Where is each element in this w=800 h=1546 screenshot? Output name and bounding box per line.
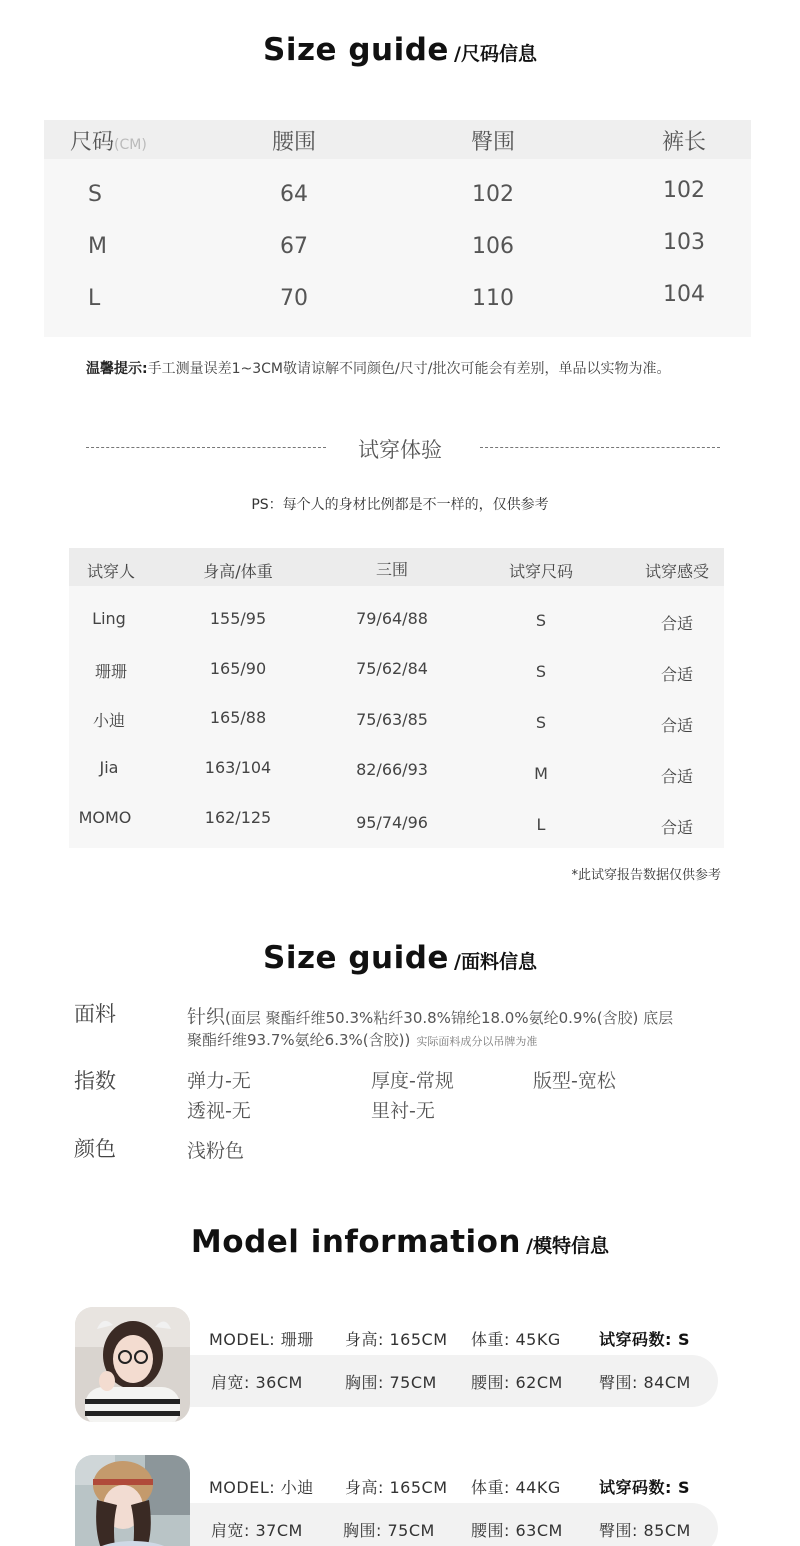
size-label: M: [88, 234, 107, 259]
tester-name: 珊珊: [94, 662, 127, 681]
measurements: 75/63/85: [356, 710, 428, 729]
lining-value: 里衬-无: [371, 1100, 435, 1122]
tester-name: Jia: [99, 758, 119, 777]
trial-size: S: [535, 713, 547, 732]
fabric-label: 面料: [74, 1002, 116, 1026]
fabric-value-line2: 聚酯纤维93.7%氨纶6.3%(含胶)) 实际面料成分以吊牌为准: [187, 1031, 538, 1049]
model-chest: 胸围: 75CM: [345, 1373, 437, 1392]
model-weight: 体重: 44KG: [471, 1478, 561, 1497]
hip-value: 106: [472, 234, 514, 259]
model-hip: 臀围: 84CM: [599, 1373, 691, 1392]
size-label: L: [88, 286, 101, 311]
see-through-value: 透视-无: [187, 1100, 251, 1122]
hip-value: 102: [472, 182, 514, 207]
model-trial-size: 试穿码数: S: [599, 1330, 690, 1349]
elastic-value: 弹力-无: [187, 1070, 251, 1092]
model-hip: 臀围: 85CM: [599, 1521, 691, 1540]
tester-name: MOMO: [78, 808, 132, 827]
color-value: 浅粉色: [187, 1140, 245, 1162]
trial-size: L: [536, 815, 546, 834]
fabric-title: Size guide /面料信息: [263, 940, 537, 976]
fit-value: 版型-宽松: [533, 1070, 616, 1092]
header-feeling: 试穿感受: [644, 562, 709, 581]
header-size: 尺码(CM): [70, 130, 147, 155]
model-photo: [75, 1455, 190, 1546]
model-chest: 胸围: 75CM: [343, 1521, 435, 1540]
index-label: 指数: [74, 1069, 116, 1093]
feeling: 合适: [660, 716, 693, 735]
model-photo-image: [75, 1307, 190, 1422]
feeling: 合适: [660, 767, 693, 786]
model-shoulder: 肩宽: 37CM: [211, 1521, 303, 1540]
trial-size: S: [535, 662, 547, 681]
model-waist: 腰围: 63CM: [471, 1521, 563, 1540]
header-height-weight: 身高/体重: [203, 562, 273, 581]
size-label: S: [88, 182, 102, 207]
trial-size: M: [534, 764, 548, 783]
feeling: 合适: [660, 614, 693, 633]
height-weight: 155/95: [209, 609, 267, 628]
model-height: 身高: 165CM: [345, 1330, 448, 1349]
length-value: 103: [663, 230, 705, 255]
fabric-value: 针织(面层 聚酯纤维50.3%粘纤30.8%锦纶18.0%氨纶0.9%(含胶) 底层: [187, 1006, 674, 1028]
measurement-tip: 温馨提示:手工测量误差1~3CM敬请谅解不同颜色/尺寸/批次可能会有差别，单品以实物为准。: [86, 361, 671, 377]
tryon-note: *此试穿报告数据仅供参考: [571, 868, 721, 883]
model-shoulder: 肩宽: 36CM: [211, 1373, 303, 1392]
feeling: 合适: [660, 818, 693, 837]
model-name: MODEL: 珊珊: [209, 1330, 314, 1349]
tryon-ps: PS：每个人的身材比例都是不一样的，仅供参考: [251, 497, 549, 513]
model-trial-size: 试穿码数: S: [599, 1478, 690, 1497]
header-waist: 腰围: [271, 130, 316, 155]
header-hip: 臀围: [470, 130, 515, 155]
length-value: 102: [663, 178, 705, 203]
tester-name: Ling: [92, 609, 126, 628]
hip-value: 110: [472, 286, 514, 311]
model-height: 身高: 165CM: [345, 1478, 448, 1497]
color-label: 颜色: [74, 1137, 116, 1161]
model-title: Model information /模特信息: [190, 1224, 610, 1260]
header-measurements: 三围: [375, 560, 408, 579]
height-weight: 162/125: [204, 808, 272, 827]
measurements: 95/74/96: [356, 813, 428, 832]
model-photo-image: [75, 1455, 190, 1546]
model-waist: 腰围: 62CM: [471, 1373, 563, 1392]
feeling: 合适: [660, 665, 693, 684]
waist-value: 64: [280, 182, 308, 207]
waist-value: 67: [280, 234, 308, 259]
header-length: 裤长: [661, 130, 706, 155]
tester-name: 小迪: [92, 711, 125, 730]
length-value: 104: [663, 282, 705, 307]
model-name: MODEL: 小迪: [209, 1478, 314, 1497]
height-weight: 165/90: [209, 659, 267, 678]
measurements: 75/62/84: [356, 659, 428, 678]
thickness-value: 厚度-常规: [371, 1070, 454, 1092]
divider-left: [86, 447, 326, 448]
measurements: 82/66/93: [356, 760, 428, 779]
tryon-title: 试穿体验: [358, 438, 442, 462]
size-guide-title: Size guide /尺码信息: [263, 32, 537, 68]
header-tester: 试穿人: [86, 562, 135, 581]
size-table: [44, 120, 751, 337]
height-weight: 165/88: [209, 708, 267, 727]
model-weight: 体重: 45KG: [471, 1330, 561, 1349]
tryon-table: [69, 548, 724, 848]
model-photo: [75, 1307, 190, 1422]
height-weight: 163/104: [204, 758, 272, 777]
measurements: 79/64/88: [356, 609, 428, 628]
header-trial-size: 试穿尺码: [508, 562, 573, 581]
divider-right: [480, 447, 720, 448]
trial-size: S: [535, 611, 547, 630]
waist-value: 70: [280, 286, 308, 311]
